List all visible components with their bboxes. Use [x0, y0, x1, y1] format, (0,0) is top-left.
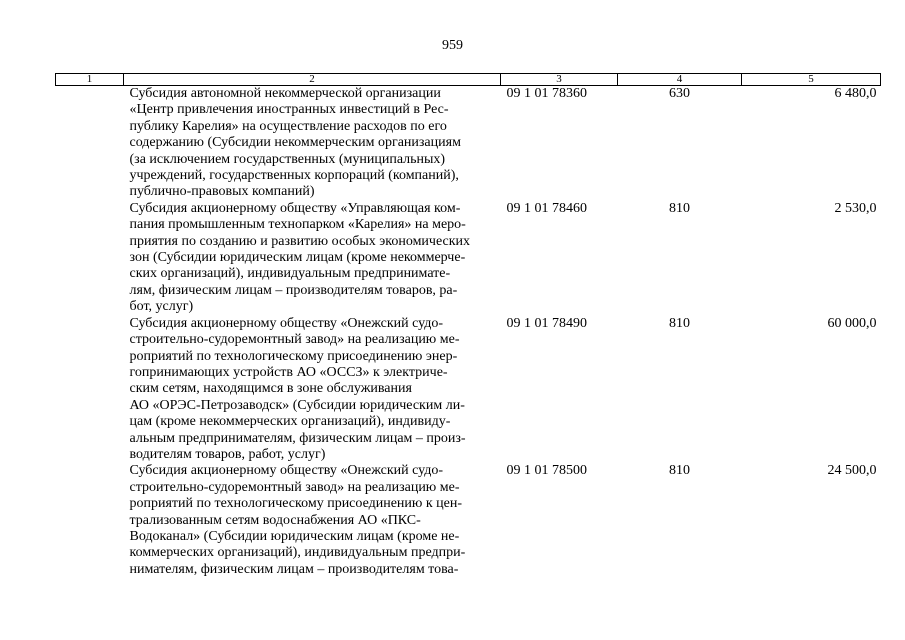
- column-number-row: [56, 74, 881, 86]
- row-number-cell: [56, 316, 124, 464]
- budget-table: [55, 73, 881, 578]
- table-row: [56, 316, 881, 464]
- expense-kind-code: 810: [669, 463, 690, 479]
- expense-kind-code: 630: [669, 86, 690, 101]
- description-cell: Субсидия акционерному обществу «Онежский судо- строительно-судоремонтный завод» на реализацию ме- роприятий по технологическому присоединению энер- гопринимающих устройств АО «ОССЗ» к электриче- ским сетям, находящимся в зоне обслуживания АО «ОРЭС-Петрозаводск» (Субсидии юридическим ли- цам (кроме некоммерческих организаций), индивиду- альным предпринимателям, физическим лицам – произ- водителям товаров, работ, услуг): [129, 315, 466, 462]
- amount-cell: 6 480,0: [834, 86, 877, 101]
- amount-cell: 24 500,0: [827, 463, 877, 479]
- table-row: [56, 86, 881, 201]
- page-number: 959: [442, 38, 463, 53]
- column-number-1: 1: [56, 74, 124, 86]
- column-number-2: 2: [124, 74, 501, 86]
- column-number-3: 3: [501, 74, 618, 86]
- table-row: [56, 201, 881, 316]
- table-row: [56, 463, 881, 578]
- expense-kind-code: 810: [669, 315, 690, 331]
- target-article-code: 09 1 01 78460: [506, 200, 587, 216]
- row-number-cell: [56, 463, 124, 578]
- column-number-5: 5: [742, 74, 881, 86]
- expense-kind-code: 810: [669, 200, 690, 216]
- description-cell: Субсидия акционерному обществу «Онежский судо- строительно-судоремонтный завод» на реализацию ме- роприятий по технологическому присоединению к цен- трализованным сетям водоснабжения АО «ПКС- Водоканал» (Субсидии юридическим лицам (кроме не- коммерческих организаций), индивидуальным предпри- нимателям, физическим лицам – производителям това-: [129, 463, 466, 577]
- target-article-code: 09 1 01 78500: [506, 463, 587, 479]
- row-number-cell: [56, 86, 124, 201]
- row-number-cell: [56, 201, 124, 316]
- amount-cell: 2 530,0: [834, 200, 877, 216]
- description-cell: Субсидия автономной некоммерческой организации «Центр привлечения иностранных инвестиций в Рес- публику Карелия» на осуществление расходов по его содержанию (Субсидии некоммерческим организациям (за исключением государственных (муниципальных) учреждений, государственных корпораций (компаний), публично-правовых компаний): [129, 86, 461, 200]
- target-article-code: 09 1 01 78360: [506, 86, 587, 101]
- column-number-4: 4: [618, 74, 742, 86]
- target-article-code: 09 1 01 78490: [506, 315, 587, 331]
- description-cell: Субсидия акционерному обществу «Управляющая ком- пания промышленным технопарком «Карелия» на меро- приятия по созданию и развитию особых экономических зон (Субсидии юридическим лицам (кроме некоммерче- ских организаций), индивидуальным предпринимате- лям, физическим лицам – производителям товаров, ра- бот, услуг): [129, 200, 471, 315]
- amount-cell: 60 000,0: [827, 315, 877, 331]
